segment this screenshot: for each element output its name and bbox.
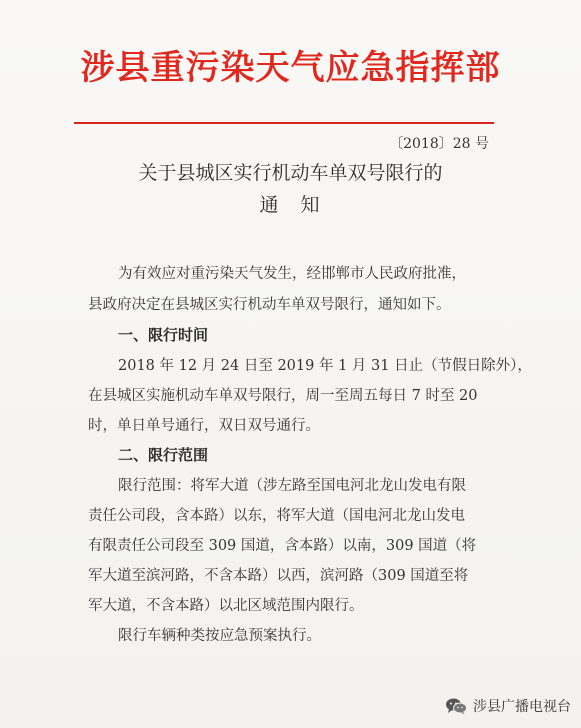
- body-text-line: 军大道，不含本路）以北区域范围内限行。: [88, 598, 364, 614]
- body-text-line: 限行车辆种类按应急预案执行。: [118, 628, 321, 644]
- document-title-line-1: 关于县城区实行机动车单双号限行的: [138, 162, 443, 184]
- body-text-line: 为有效应对重污染天气发生，经邯郸市人民政府批准，: [118, 266, 466, 282]
- wechat-icon: [445, 697, 467, 715]
- body-text-line: 时，单日单号通行，双日双号通行。: [88, 418, 320, 434]
- account-name: 涉县广播电视台: [473, 699, 571, 715]
- body-text-line: 在县城区实施机动车单双号限行，周一至周五每日 7 时至 20: [88, 388, 478, 404]
- body-text-line: 军大道至滨河路，不含本路）以西，滨河路（309 国道至将: [88, 568, 469, 584]
- section-heading-time: 一、限行时间: [118, 326, 209, 344]
- document-title-line-2: 通知: [259, 194, 342, 216]
- body-text-line: 2018 年 12 月 24 日至 2019 年 1 月 31 日止（节假日除外），: [118, 358, 532, 374]
- red-divider: [74, 122, 494, 124]
- body-text-line: 限行范围：将军大道（涉左路至国电河北龙山发电有限: [118, 478, 466, 494]
- body-text-line: 县政府决定在县城区实行机动车单双号限行，通知如下。: [88, 297, 451, 313]
- section-heading-scope: 二、限行范围: [118, 446, 209, 464]
- watermark-footer: [445, 696, 571, 716]
- issuing-authority-header: 涉县重污染天气应急指挥部: [80, 48, 501, 88]
- document-number: 〔2018〕28 号: [389, 136, 489, 152]
- body-text-line: 有限责任公司段至 309 国道，含本路）以南，309 国道（将: [88, 538, 477, 554]
- body-text-line: 责任公司段，含本路）以东，将军大道（国电河北龙山发电: [88, 508, 465, 524]
